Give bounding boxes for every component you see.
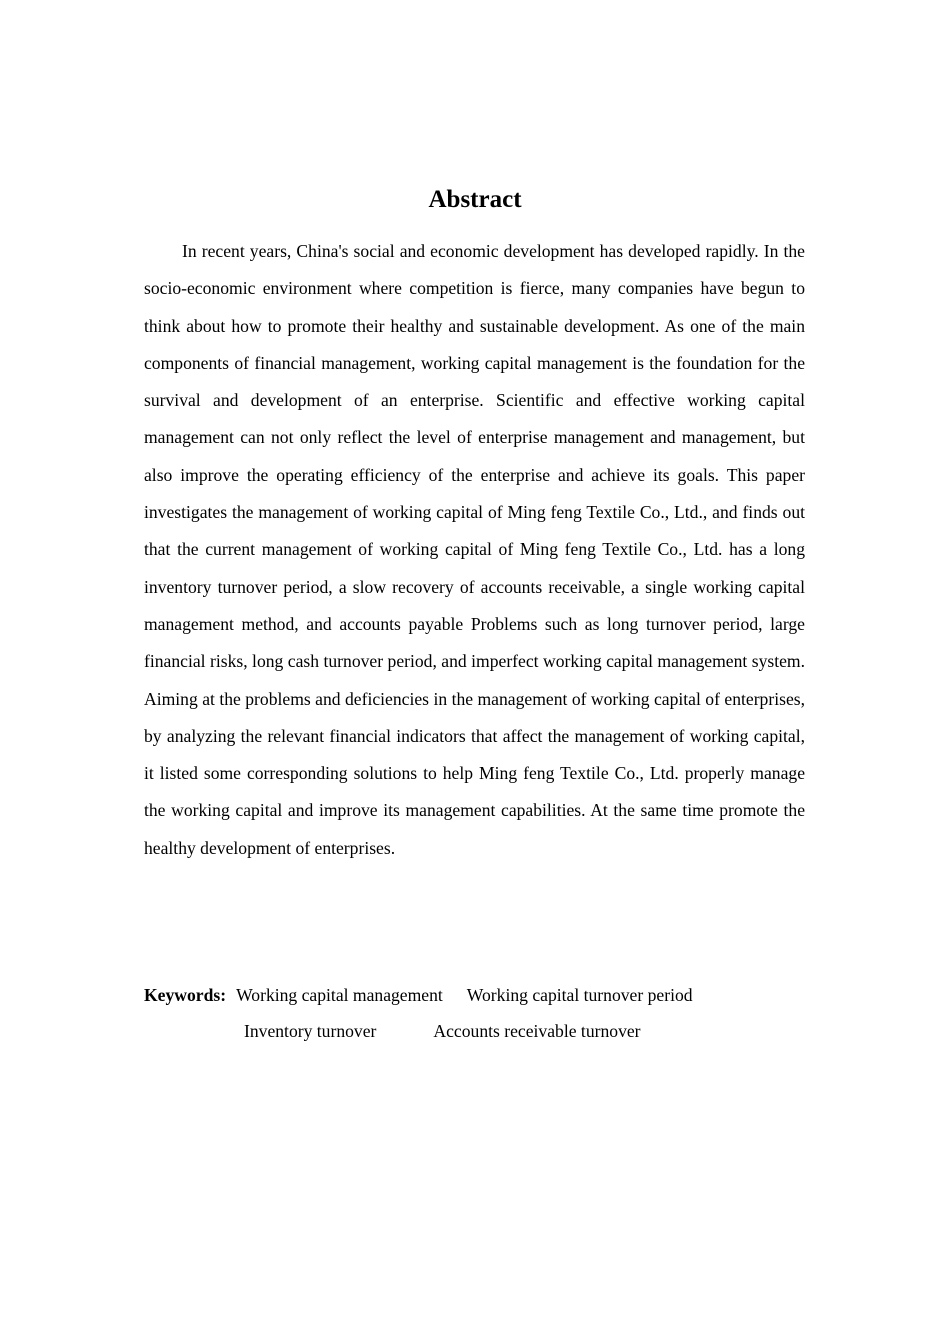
keywords-line-2: [244, 1018, 641, 1044]
keyword-item: Inventory turnover: [244, 1021, 377, 1041]
abstract-paragraph: In recent years, China's social and economic development has developed rapidly. In the socio-economic environment where competition is fierce, many companies have begun to think about how to promote their healthy and sustainable development. As one of the main components of financial management, working capital management is the foundation for the survival and development of an enterprise. Scientific and effective working capital management can not only reflect the level of enterprise management and management, but also improve the operating efficiency of the enterprise and achieve its goals. This paper investigates the management of working capital of Ming feng Textile Co., Ltd., and finds out that the current management of working capital of Ming feng Textile Co., Ltd. has a long inventory turnover period, a slow recovery of accounts receivable, a single working capital management method, and accounts payable Problems such as long turnover period, large financial risks, long cash turnover period, and imperfect working capital management system. Aiming at the problems and deficiencies in the management of working capital of enterprises, by analyzing the relevant financial indicators that affect the management of working capital, it listed some corresponding solutions to help Ming feng Textile Co., Ltd. properly manage the working capital and improve its management capabilities. At the same time promote the healthy development of enterprises.: [144, 241, 805, 858]
page-title: Abstract: [428, 186, 522, 213]
keyword-item: Accounts receivable turnover: [433, 1021, 641, 1041]
keyword-item: Working capital turnover period: [466, 985, 693, 1005]
keywords-label: Keywords:: [144, 985, 227, 1005]
keywords-line-1: [144, 982, 693, 1008]
keyword-item: Working capital management: [236, 985, 443, 1005]
